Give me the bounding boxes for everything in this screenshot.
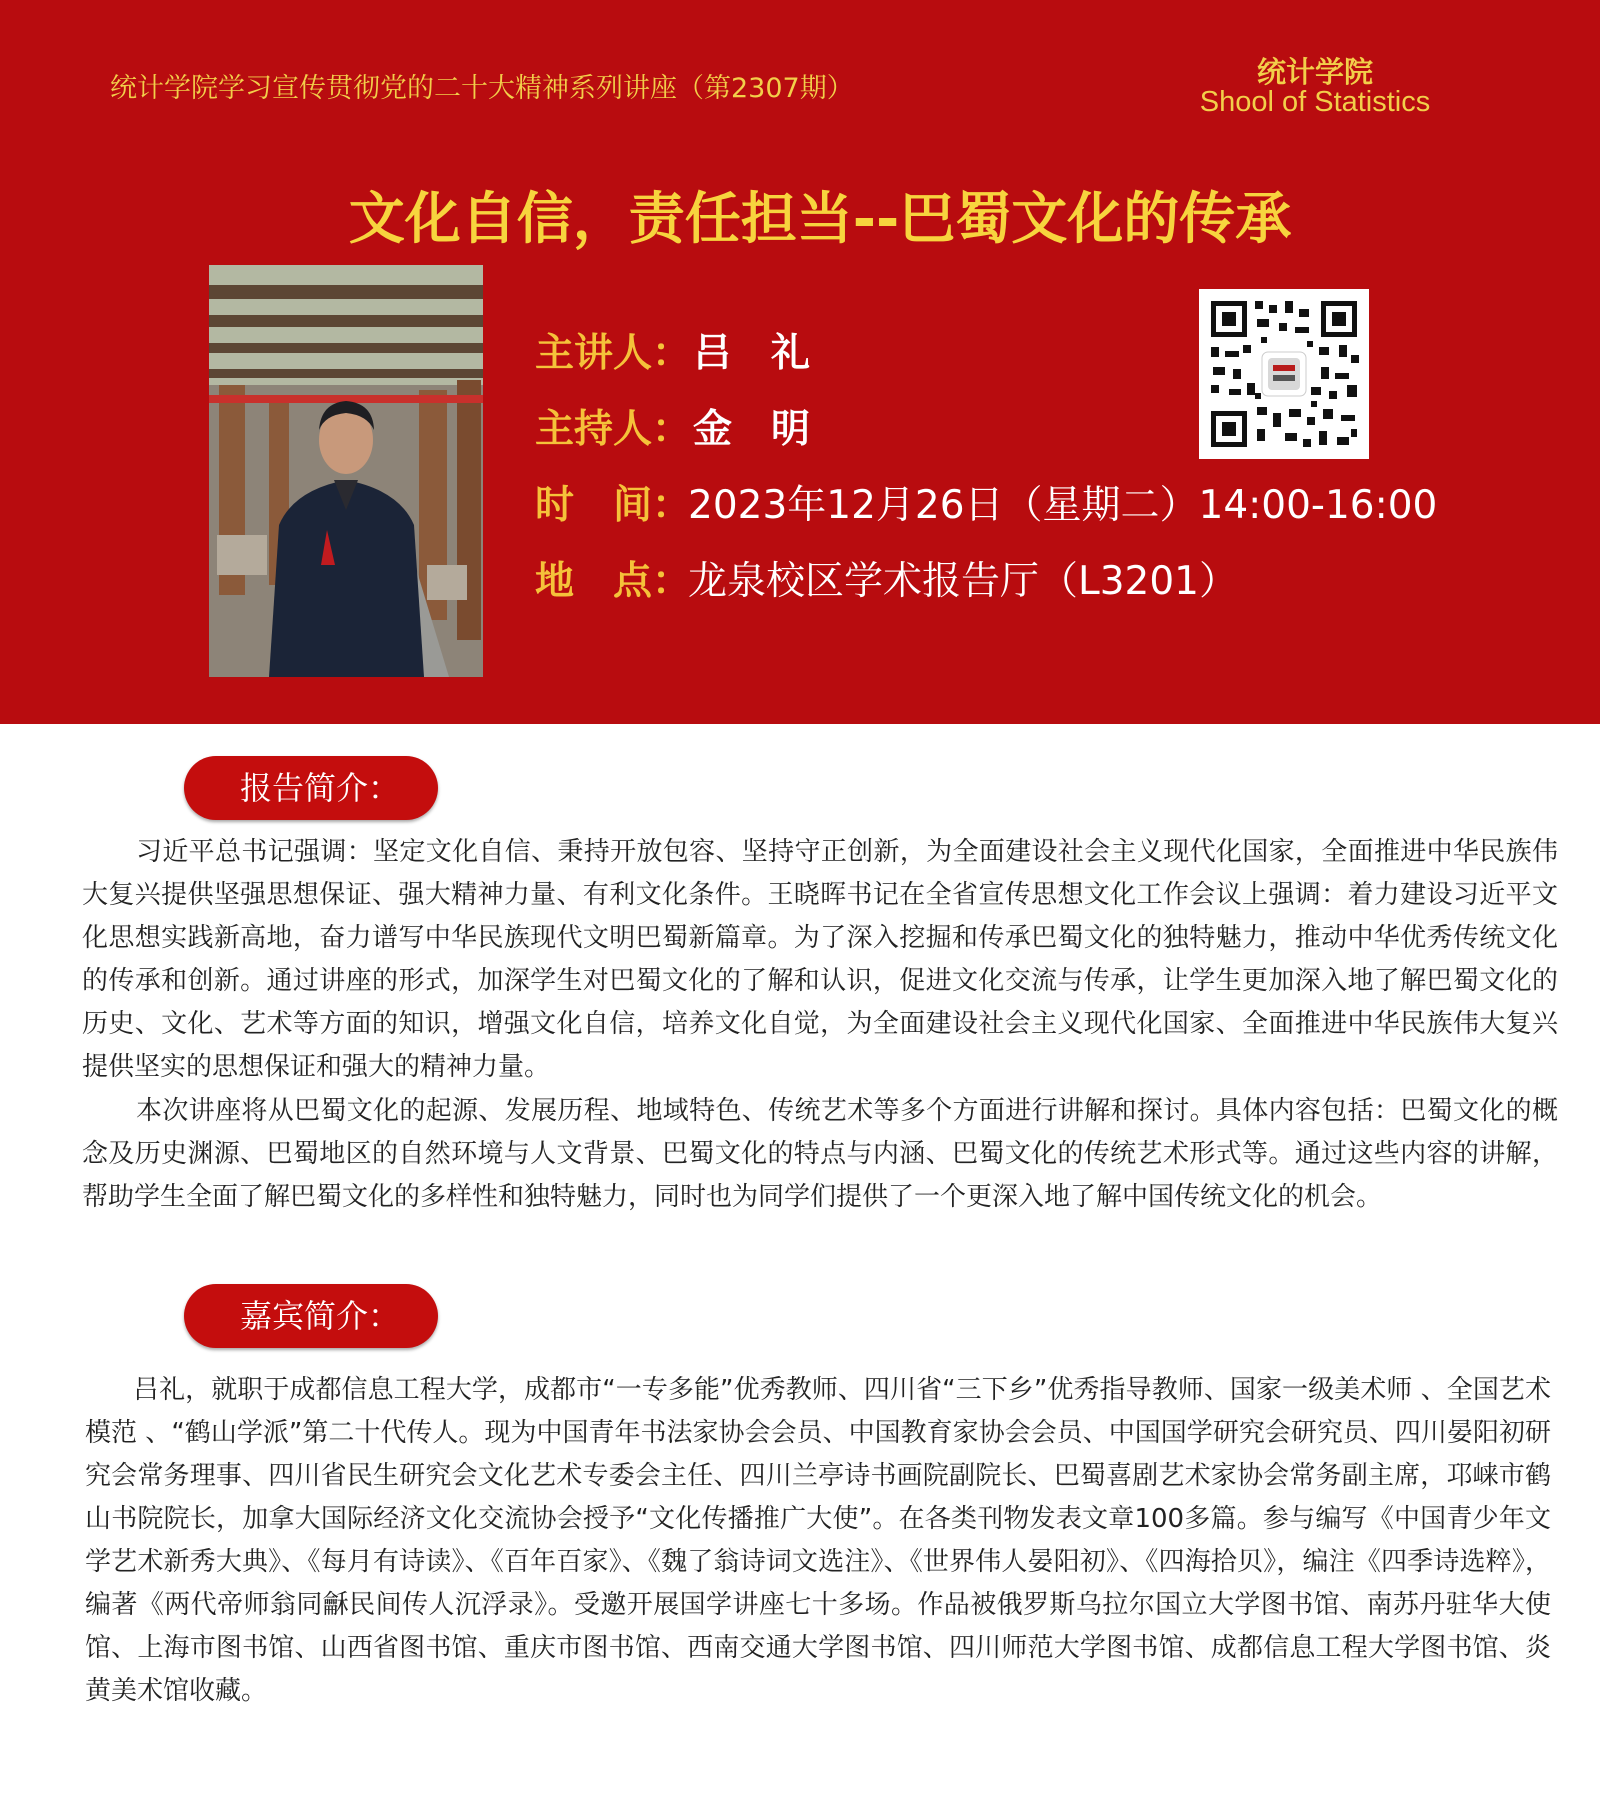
time-value: 2023年12月26日（星期二）14:00-16:00 bbox=[688, 483, 1438, 528]
lecture-title: 文化自信，责任担当--巴蜀文化的传承 bbox=[348, 187, 1292, 252]
series-title: 统计学院学习宣传贯彻党的二十大精神系列讲座（第2307期） bbox=[110, 73, 854, 104]
host-name: 金 明 bbox=[693, 407, 811, 452]
report-intro-heading: 报告简介： bbox=[184, 756, 438, 820]
speaker-label: 主讲人： bbox=[535, 331, 692, 376]
place-label: 地 点： bbox=[535, 559, 692, 604]
guest-paragraph: 吕礼，就职于成都信息工程大学，成都市“一专多能”优秀教师、四川省“三下乡”优秀指导教师、国家一级美术师 、全国艺术模范 、“鹤山学派”第二十代传人。现为中国青年书法家协会会员、中国教育家协会会员、中国国学研究会研究员、四川晏阳初研究会常务理事、四川省民生研究会文化艺术专委会主任、四川兰亭诗书画院副院长、巴蜀喜剧艺术家协会常务副主席，邛崃市鹤山书院院长，加拿大国际经济文化交流协会授予“文化传播推广大使”。在各类刊物发表文章100多篇。参与编写《中国青少年文学艺术新秀大典》、《每月有诗读》、《百年百家》、《魏了翁诗词文选注》、《世界伟人晏阳初》、《四海拾贝》，编注《四季诗选粹》，编著《两代帝师翁同龢民间传人沉浮录》。受邀开展国学讲座七十多场。作品被俄罗斯乌拉尔国立大学图书馆、南苏丹驻华大使馆、上海市图书馆、山西省图书馆、重庆市图书馆、西南交通大学图书馆、四川师范大学图书馆、成都信息工程大学图书馆、炎黄美术馆收藏。 bbox=[85, 1375, 1551, 1706]
school-name-english: Shool of Statistics bbox=[1199, 86, 1431, 118]
report-paragraph-2: 本次讲座将从巴蜀文化的起源、发展历程、地域特色、传统艺术等多个方面进行讲解和探讨。具体内容包括：巴蜀文化的概念及历史渊源、巴蜀地区的自然环境与人文背景、巴蜀文化的特点与内涵、巴蜀文化的传统艺术形式等。通过这些内容的讲解，帮助学生全面了解巴蜀文化的多样性和独特魅力，同时也为同学们提供了一个更深入地了解中国传统文化的机会。 bbox=[82, 1096, 1558, 1212]
report-paragraph-1: 习近平总书记强调：坚定文化自信、秉持开放包容、坚持守正创新，为全面建设社会主义现代化国家，全面推进中华民族伟大复兴提供坚强思想保证、强大精神力量、有利文化条件。王晓晖书记在全省宣传思想文化工作会议上强调：着力建设习近平文化思想实践新高地，奋力谱写中华民族现代文明巴蜀新篇章。为了深入挖掘和传承巴蜀文化的独特魅力，推动中华优秀传统文化的传承和创新。通过讲座的形式，加深学生对巴蜀文化的了解和认识，促进文化交流与传承，让学生更加深入地了解巴蜀文化的历史、文化、艺术等方面的知识，增强文化自信，培养文化自觉，为全面建设社会主义现代化国家、全面推进中华民族伟大复兴提供坚实的思想保证和强大的精神力量。 bbox=[82, 837, 1558, 1082]
guest-intro-heading: 嘉宾简介： bbox=[184, 1284, 438, 1348]
speaker-name: 吕 礼 bbox=[693, 331, 811, 376]
time-label: 时 间： bbox=[535, 483, 692, 528]
host-label: 主持人： bbox=[535, 407, 692, 452]
qr-code[interactable] bbox=[1199, 289, 1369, 459]
qr-code-icon bbox=[1199, 289, 1369, 459]
header-banner bbox=[0, 0, 1600, 724]
school-name-chinese: 统计学院 bbox=[1256, 55, 1373, 89]
speaker-photo bbox=[209, 265, 483, 677]
place-value: 龙泉校区学术报告厅（L3201） bbox=[688, 559, 1238, 604]
speaker-photo-image bbox=[209, 265, 483, 677]
